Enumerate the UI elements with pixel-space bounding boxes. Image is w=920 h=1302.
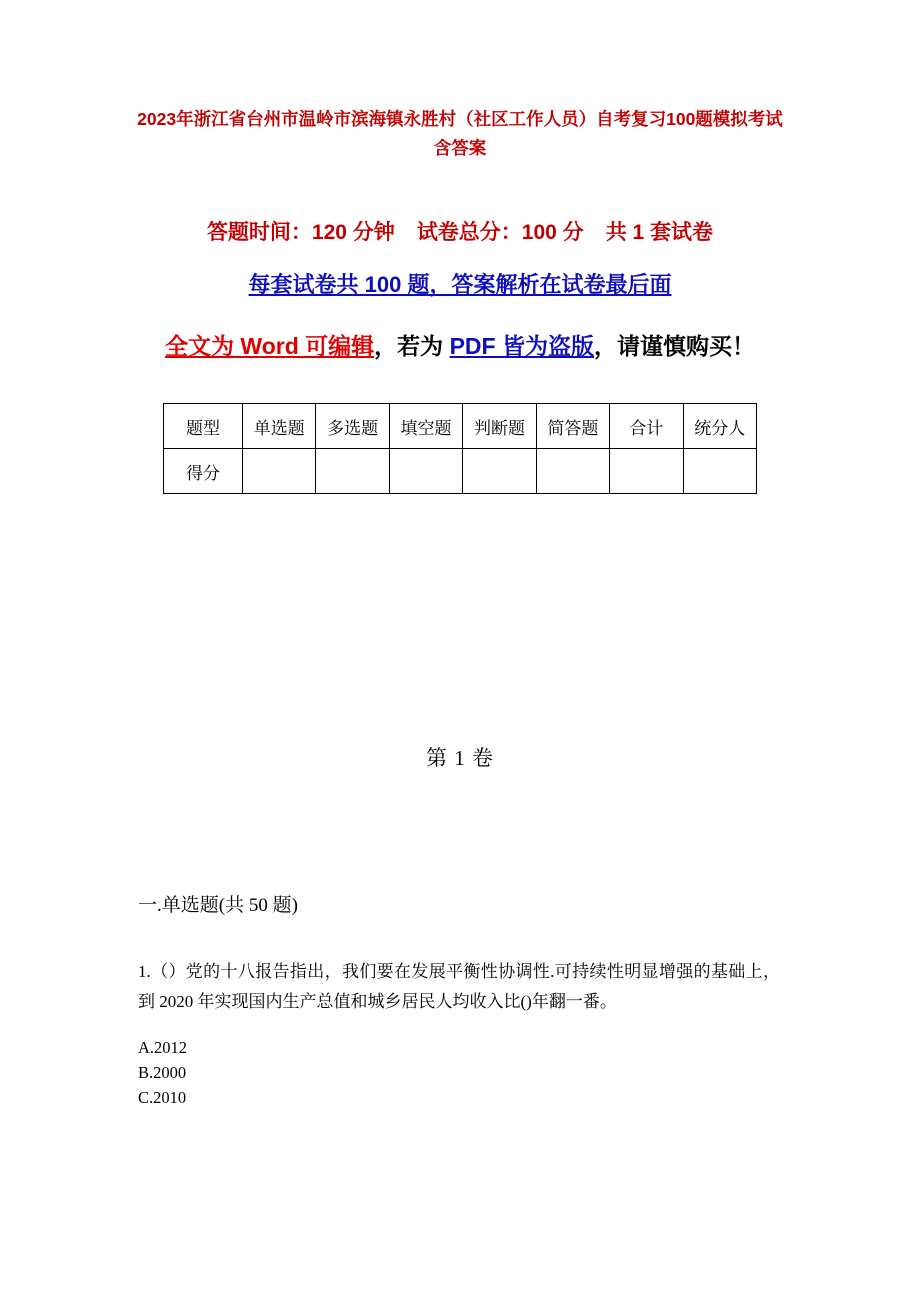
pdf-pirated-text: PDF 皆为盗版 — [449, 333, 594, 359]
exam-time: 答题时间：120 分钟 — [206, 221, 395, 244]
section-title: 一.单选题(共 50 题) — [138, 895, 298, 916]
score-cell-3 — [463, 449, 536, 494]
score-cell-4 — [536, 449, 609, 494]
page-title: 2023年浙江省台州市温岭市滨海镇永胜村（社区工作人员）自考复习100题模拟考试含答案 — [137, 109, 783, 158]
question-number: 1. — [138, 962, 151, 981]
word-note-sep1: ，若为 — [374, 333, 450, 359]
word-format-note — [136, 324, 784, 369]
score-cell-0 — [243, 449, 316, 494]
score-table-header-1: 单选题 — [243, 404, 316, 449]
score-table-header-0: 题型 — [164, 404, 243, 449]
score-table-header-5: 简答题 — [536, 404, 609, 449]
score-table-header-6: 合计 — [610, 404, 683, 449]
answers-note: 每套试卷共 100 题，答案解析在试卷最后面 — [248, 272, 672, 297]
word-editable-text: 全文为 Word 可编辑 — [165, 333, 375, 359]
score-table-header-2: 多选题 — [316, 404, 389, 449]
option-c: C.2010 — [138, 1088, 187, 1107]
word-note-sep2: ，请谨慎购买！ — [593, 333, 755, 359]
table-row-header — [164, 404, 757, 449]
question-options — [136, 1035, 784, 1110]
question-text — [136, 957, 784, 1017]
exam-total-score: 试卷总分：100 分 — [416, 221, 584, 244]
score-table-row-label: 得分 — [164, 449, 243, 494]
table-row — [164, 449, 757, 494]
score-cell-6 — [683, 449, 756, 494]
score-cell-2 — [389, 449, 462, 494]
score-cell-5 — [610, 449, 683, 494]
exam-info-line — [136, 218, 784, 248]
exam-set-count: 共 1 套试卷 — [605, 221, 714, 244]
score-table-header-7: 统分人 — [683, 404, 756, 449]
score-cell-1 — [316, 449, 389, 494]
volume-title: 第 1 卷 — [426, 746, 494, 770]
score-table-header-4: 判断题 — [463, 404, 536, 449]
option-a: A.2012 — [138, 1038, 188, 1057]
option-b: B.2000 — [138, 1063, 187, 1082]
score-table — [163, 403, 757, 494]
score-table-header-3: 填空题 — [389, 404, 462, 449]
question-body: （）党的十八报告指出，我们要在发展平衡性协调性.可持续性明显增强的基础上，到 2020 年实现国内生产总值和城乡居民人均收入比()年翻一番。 — [138, 962, 780, 1011]
